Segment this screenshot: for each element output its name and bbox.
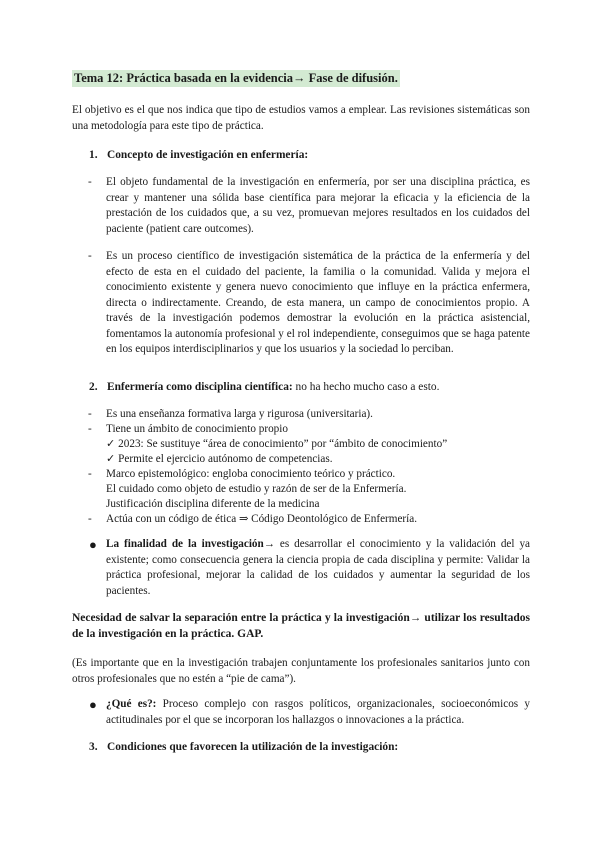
section-1-title: Concepto de investigación en enfermería:	[107, 149, 309, 161]
section-3-heading	[89, 740, 398, 756]
list-item-continuation: El cuidado como objeto de estudio y razón de ser de la Enfermería.	[106, 483, 407, 495]
list-item: El objeto fundamental de la investigación en enfermería, por ser una disciplina práctica, es crear y mantener una sólida base científica para mejorar la eficacia y la eficiencia de la prestación de los cuidados que, a su vez, promuevan mejores resultados en los cuidados del paciente (patient care outcomes).	[106, 176, 530, 235]
intro-paragraph: El objetivo es el que nos indica que tipo de estudios vamos a emplear. Las revisiones sistemáticas son una metodología para este tipo de práctica.	[72, 104, 530, 132]
list-item: Es un proceso científico de investigación sistemática de la práctica de la enfermería y del efecto de esta en el cuidado del paciente, la familia o la comunidad. Valida y mejora el conocimiento existente y genera nuevo conocimiento que influye en la práctica enfermera, directa o indirectamente. Creando, de esta manera, un campo de conocimientos propio. A través de la investigación podemos demostrar la evolución en la práctica asistencial, fomentamos la autonomía profesional y el rol independiente, conseguimos que se haga patente en los equipos interdisciplinarios y que los usuarios y la sociedad lo perciban.	[106, 250, 530, 355]
section-1-number: 1.	[89, 149, 98, 161]
section-2-heading	[89, 380, 439, 396]
list-item: Marco epistemológico: engloba conocimiento teórico y práctico.	[106, 468, 396, 480]
list-item: Es una enseñanza formativa larga y rigurosa (universitaria).	[106, 408, 373, 420]
nota-paragraph: (Es importante que en la investigación trabajen conjuntamente los profesionales sanitarios junto con otros profesionales que no estén a “pie de cama”).	[72, 657, 530, 685]
finalidad-text: → es desarrollar el conocimiento y la validación del ya existente; como consecuencia genera la ciencia propia de cada disciplina y permite: Validar la práctica profesional, mejorar la calidad de los cuidados y aumentar la seguridad de los pacientes.	[106, 538, 530, 597]
list-item-continuation: Justificación disciplina diferente de la medicina	[106, 498, 320, 510]
bullet-icon: ●	[89, 537, 97, 552]
checklist-item: ✓ 2023: Se sustituye “área de conocimiento” por “ámbito de conocimiento”	[106, 438, 448, 450]
dash-marker: -	[88, 423, 92, 435]
que-es-label: ¿Qué es?:	[106, 698, 157, 710]
finalidad-label: La finalidad de la investigación	[106, 538, 264, 550]
section-2-title: Enfermería como disciplina científica:	[107, 381, 293, 393]
section-2-note: no ha hecho mucho caso a esto.	[292, 381, 440, 393]
necesidad-heading: Necesidad de salvar la separación entre la práctica y la investigación→ utilizar los resultados de la investigación en la práctica. GAP.	[72, 612, 530, 640]
que-es-paragraph	[106, 697, 530, 728]
dash-marker: -	[88, 513, 92, 525]
dash-marker: -	[88, 250, 92, 262]
dash-marker: -	[88, 176, 92, 188]
section-3-title: Condiciones que favorecen la utilización de la investigación:	[107, 741, 399, 753]
dash-marker: -	[88, 468, 92, 480]
finalidad-paragraph	[106, 537, 530, 599]
section-1-heading	[89, 148, 308, 164]
bullet-icon: ●	[89, 697, 97, 712]
section-2-number: 2.	[89, 381, 98, 393]
list-item: Tiene un ámbito de conocimiento propio	[106, 423, 288, 435]
que-es-text: Proceso complejo con rasgos políticos, organizacionales, socioeconómicos y actitudinales por el que se incorporan los hallazgos o innovaciones a la práctica.	[106, 698, 530, 726]
section-3-number: 3.	[89, 741, 98, 753]
checklist-item: ✓ Permite el ejercicio autónomo de competencias.	[106, 453, 333, 465]
list-item: Actúa con un código de ética ⇒ Código Deontológico de Enfermería.	[106, 513, 418, 525]
dash-marker: -	[88, 408, 92, 420]
document-title: Tema 12: Práctica basada en la evidencia→ Fase de difusión.	[74, 71, 398, 85]
